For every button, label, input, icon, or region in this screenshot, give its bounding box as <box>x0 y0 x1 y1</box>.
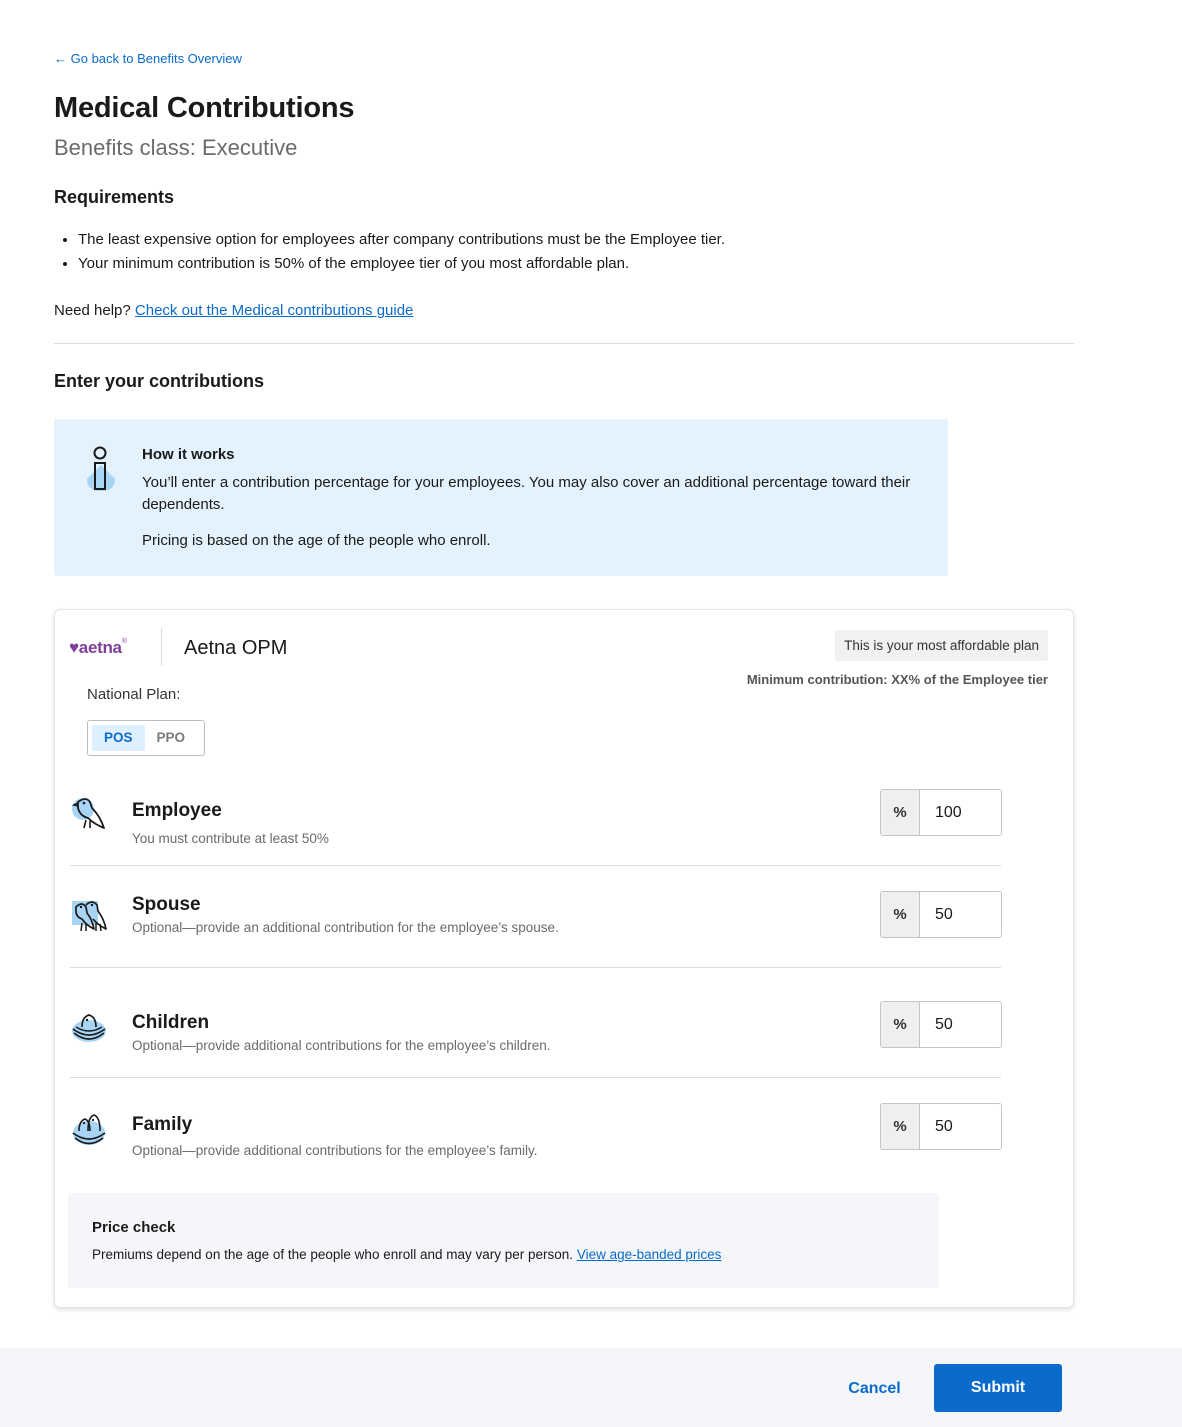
plan-option-pos[interactable]: POS <box>92 725 145 751</box>
percent-symbol: % <box>881 892 920 937</box>
percent-symbol: % <box>881 1104 920 1149</box>
page-title: Medical Contributions <box>54 92 355 124</box>
tier-description: Optional—provide an additional contribution for the employee’s spouse. <box>132 920 559 935</box>
help-prefix: Need help? <box>54 302 131 319</box>
requirement-item: The least expensive option for employees after company contributions must be the Employee tier. <box>54 229 725 253</box>
back-to-overview-link[interactable]: ← Go back to Benefits Overview <box>54 51 242 66</box>
employee-contribution-input[interactable] <box>920 790 1001 835</box>
affordable-plan-badge: This is your most affordable plan <box>835 630 1048 661</box>
tier-employee <box>70 794 1001 854</box>
tier-name: Spouse <box>132 894 201 915</box>
bird-icon <box>70 794 108 832</box>
two-birds-icon <box>70 897 108 935</box>
aetna-logo: ♥aetna® <box>69 638 127 657</box>
percent-symbol: % <box>881 1002 920 1047</box>
tier-description: Optional—provide additional contributions for the employee’s family. <box>132 1143 538 1158</box>
price-check-text: Premiums depend on the age of the people who enroll and may vary per person. View age-banded prices <box>92 1247 722 1262</box>
family-percent-field <box>880 1103 1002 1150</box>
bird-nest-icon <box>70 1007 108 1045</box>
info-pricing-text: Pricing is based on the age of the people who enroll. <box>142 532 491 549</box>
tier-spouse <box>70 894 1001 947</box>
tier-name: Children <box>132 1012 210 1033</box>
bird-family-nest-icon <box>70 1109 108 1147</box>
tier-name: Family <box>132 1114 193 1135</box>
children-percent-field <box>880 1001 1002 1048</box>
tier-divider <box>70 1077 1001 1078</box>
how-it-works-box <box>54 419 948 576</box>
minimum-contribution-note: Minimum contribution: XX% of the Employee tier <box>746 672 1048 687</box>
logo-divider <box>161 628 162 666</box>
requirements-list <box>54 229 725 277</box>
tier-children <box>70 1007 1001 1057</box>
help-line <box>54 302 413 319</box>
tier-divider <box>70 865 1001 866</box>
requirement-item: Your minimum contribution is 50% of the employee tier of you most affordable plan. <box>54 253 725 277</box>
submit-button[interactable]: Submit <box>934 1364 1062 1412</box>
family-contribution-input[interactable] <box>920 1104 1001 1149</box>
percent-symbol: % <box>881 790 920 835</box>
requirements-heading: Requirements <box>54 187 175 207</box>
tier-description: You must contribute at least 50% <box>132 831 329 846</box>
children-contribution-input[interactable] <box>920 1002 1001 1047</box>
info-text: You’ll enter a contribution percentage for your employees. You may also cover an additional percentage toward their dependents. <box>142 474 911 513</box>
section-divider <box>54 343 1074 344</box>
spouse-contribution-input[interactable] <box>920 892 1001 937</box>
plan-option-ppo[interactable]: PPO <box>156 730 186 745</box>
tier-name: Employee <box>132 800 222 821</box>
price-check-title: Price check <box>92 1219 176 1236</box>
contributions-heading: Enter your contributions <box>54 371 265 391</box>
tier-family <box>70 1109 1001 1159</box>
plan-type-toggle <box>87 720 205 756</box>
national-plan-label: National Plan: <box>87 686 181 703</box>
tier-description: Optional—provide additional contributions for the employee’s children. <box>132 1038 551 1053</box>
info-icon <box>83 443 119 493</box>
age-banded-prices-link[interactable]: View age-banded prices <box>576 1247 722 1262</box>
footer-action-bar <box>0 1348 1182 1427</box>
spouse-percent-field <box>880 891 1002 938</box>
page-subtitle: Benefits class: Executive <box>54 135 298 160</box>
contributions-guide-link[interactable]: Check out the Medical contributions guide <box>134 302 414 319</box>
info-title: How it works <box>142 446 235 463</box>
price-check-box <box>68 1193 939 1288</box>
plan-card <box>54 609 1074 1308</box>
tier-divider <box>70 967 1001 968</box>
employee-percent-field <box>880 789 1002 836</box>
cancel-button[interactable]: Cancel <box>832 1365 917 1412</box>
plan-name: Aetna OPM <box>184 637 288 659</box>
